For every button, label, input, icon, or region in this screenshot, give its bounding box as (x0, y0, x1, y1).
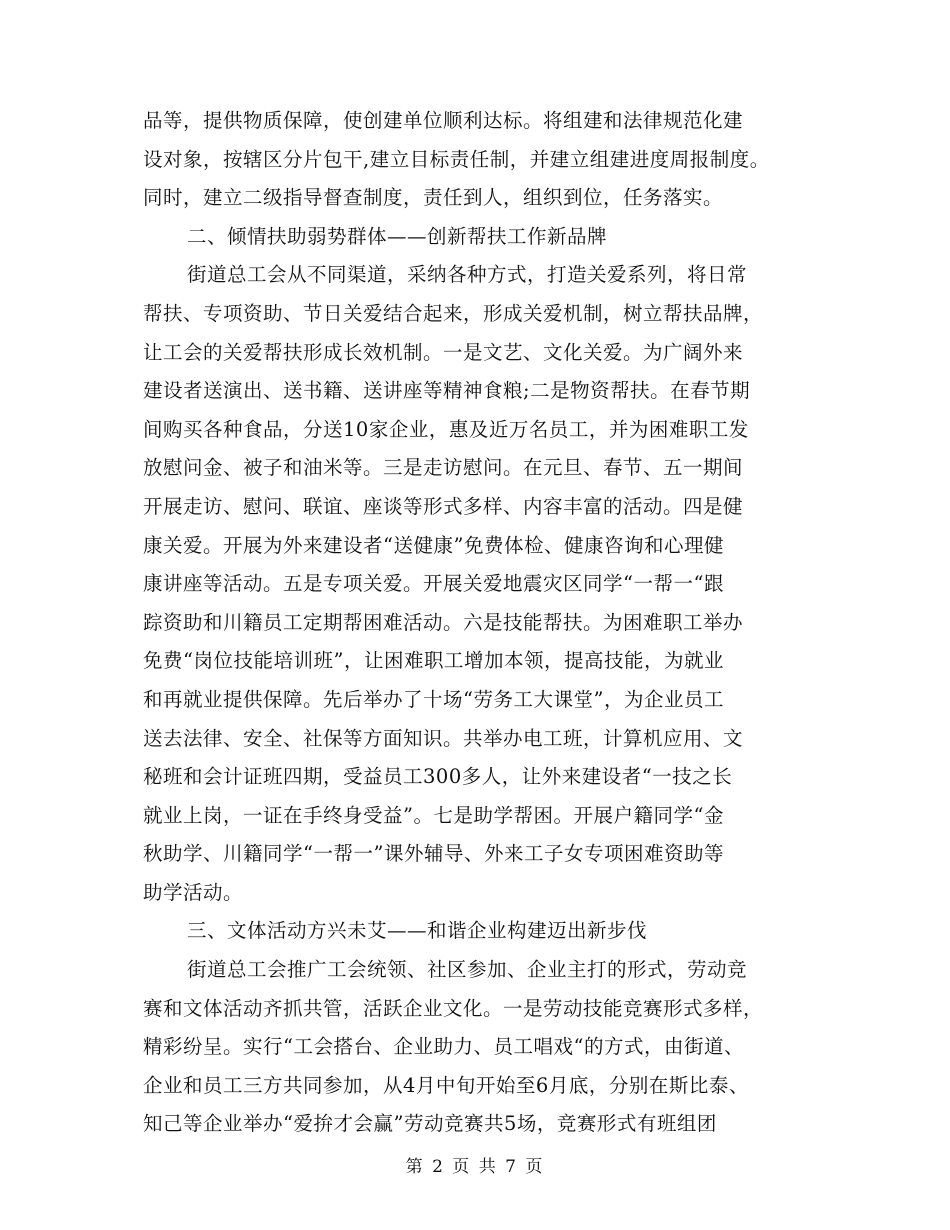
text-line: 让工会的关爱帮扶形成长效机制。一是文艺、文化关爱。为广阔外来 (143, 340, 744, 364)
document-body (143, 102, 823, 1144)
text-line: 街道总工会推广工会统领、社区参加、企业主打的形式，劳动竞 (187, 958, 748, 982)
text-line: 间购买各种食品，分送10家企业，惠及近万名员工，并为困难职工发 (143, 417, 749, 441)
text-line: 街道总工会从不同渠道，采纳各种方式，打造关爱系列，将日常 (187, 263, 748, 287)
text-line: 康讲座等活动。五是专项关爱。开展关爱地震灾区同学“一帮一“跟 (143, 572, 724, 596)
text-line: 建设者送演出、送书籍、送讲座等精神食粮;二是物资帮扶。在春节期 (143, 379, 751, 403)
text-line: 和再就业提供保障。先后举办了十场“劳务工大课堂”，为企业员工 (143, 687, 724, 711)
text-line: 赛和文体活动齐抓共管，活跃企业文化。一是劳动技能竞赛形式多样， (143, 996, 764, 1020)
text-line: 送去法律、安全、社保等方面知识。共举办电工班，计算机应用、文 (143, 726, 744, 750)
page-footer: 第 2 页 共 7 页 (405, 1157, 545, 1177)
paragraph (143, 256, 823, 912)
text-line: 秘班和会计证班四期，受益员工300多人，让外来建设者“一技之长 (143, 765, 733, 789)
text-line: 开展走访、慰问、联谊、座谈等形式多样、内容丰富的活动。四是健 (143, 494, 744, 518)
text-line: 同时，建立二级指导督查制度，责任到人，组织到位，任务落实。 (143, 186, 724, 210)
text-line: 帮扶、专项资助、节日关爱结合起来，形成关爱机制，树立帮扶品牌， (143, 301, 764, 325)
paragraph (143, 218, 823, 257)
text-line: 放慰问金、被子和油米等。三是走访慰问。在元旦、春节、五一期间 (143, 456, 744, 480)
text-line: 秋助学、川籍同学“一帮一”课外辅导、外来工子女专项困难资助等 (143, 842, 724, 866)
paragraph (143, 912, 823, 951)
text-line: 三、文体活动方兴未艾——和谐企业构建迈出新步伐 (187, 919, 648, 943)
text-line: 助学活动。 (143, 880, 244, 904)
text-line: 二、倾情扶助弱势群体——创新帮扶工作新品牌 (187, 224, 608, 248)
paragraph (143, 102, 823, 218)
text-line: 品等，提供物质保障，使创建单位顺利达标。将组建和法律规范化建 (143, 109, 744, 132)
text-line: 精彩纷呈。实行“工会搭台、企业助力、员工唱戏“的方式，由街道、 (143, 1035, 744, 1059)
text-line: 知己等企业举办“爱拚才会赢”劳动竞赛共5场，竞赛形式有班组团 (143, 1112, 717, 1136)
text-line: 就业上岗，一证在手终身受益”。七是助学帮困。开展户籍同学“金 (143, 803, 724, 827)
text-line: 康关爱。开展为外来建设者“送健康”免费体检、健康咨询和心理健 (143, 533, 724, 557)
text-line: 设对象，按辖区分片包干,建立目标责任制，并建立组建进度周报制度。 (143, 147, 770, 171)
text-line: 免费“岗位技能培训班”，让困难职工增加本领，提高技能，为就业 (143, 649, 724, 673)
text-line: 企业和员工三方共同参加，从4月中旬开始至6月底，分别在斯比泰、 (143, 1073, 749, 1097)
text-line: 踪资助和川籍员工定期帮困难活动。六是技能帮扶。为困难职工举办 (143, 610, 744, 634)
paragraph (143, 951, 823, 1144)
